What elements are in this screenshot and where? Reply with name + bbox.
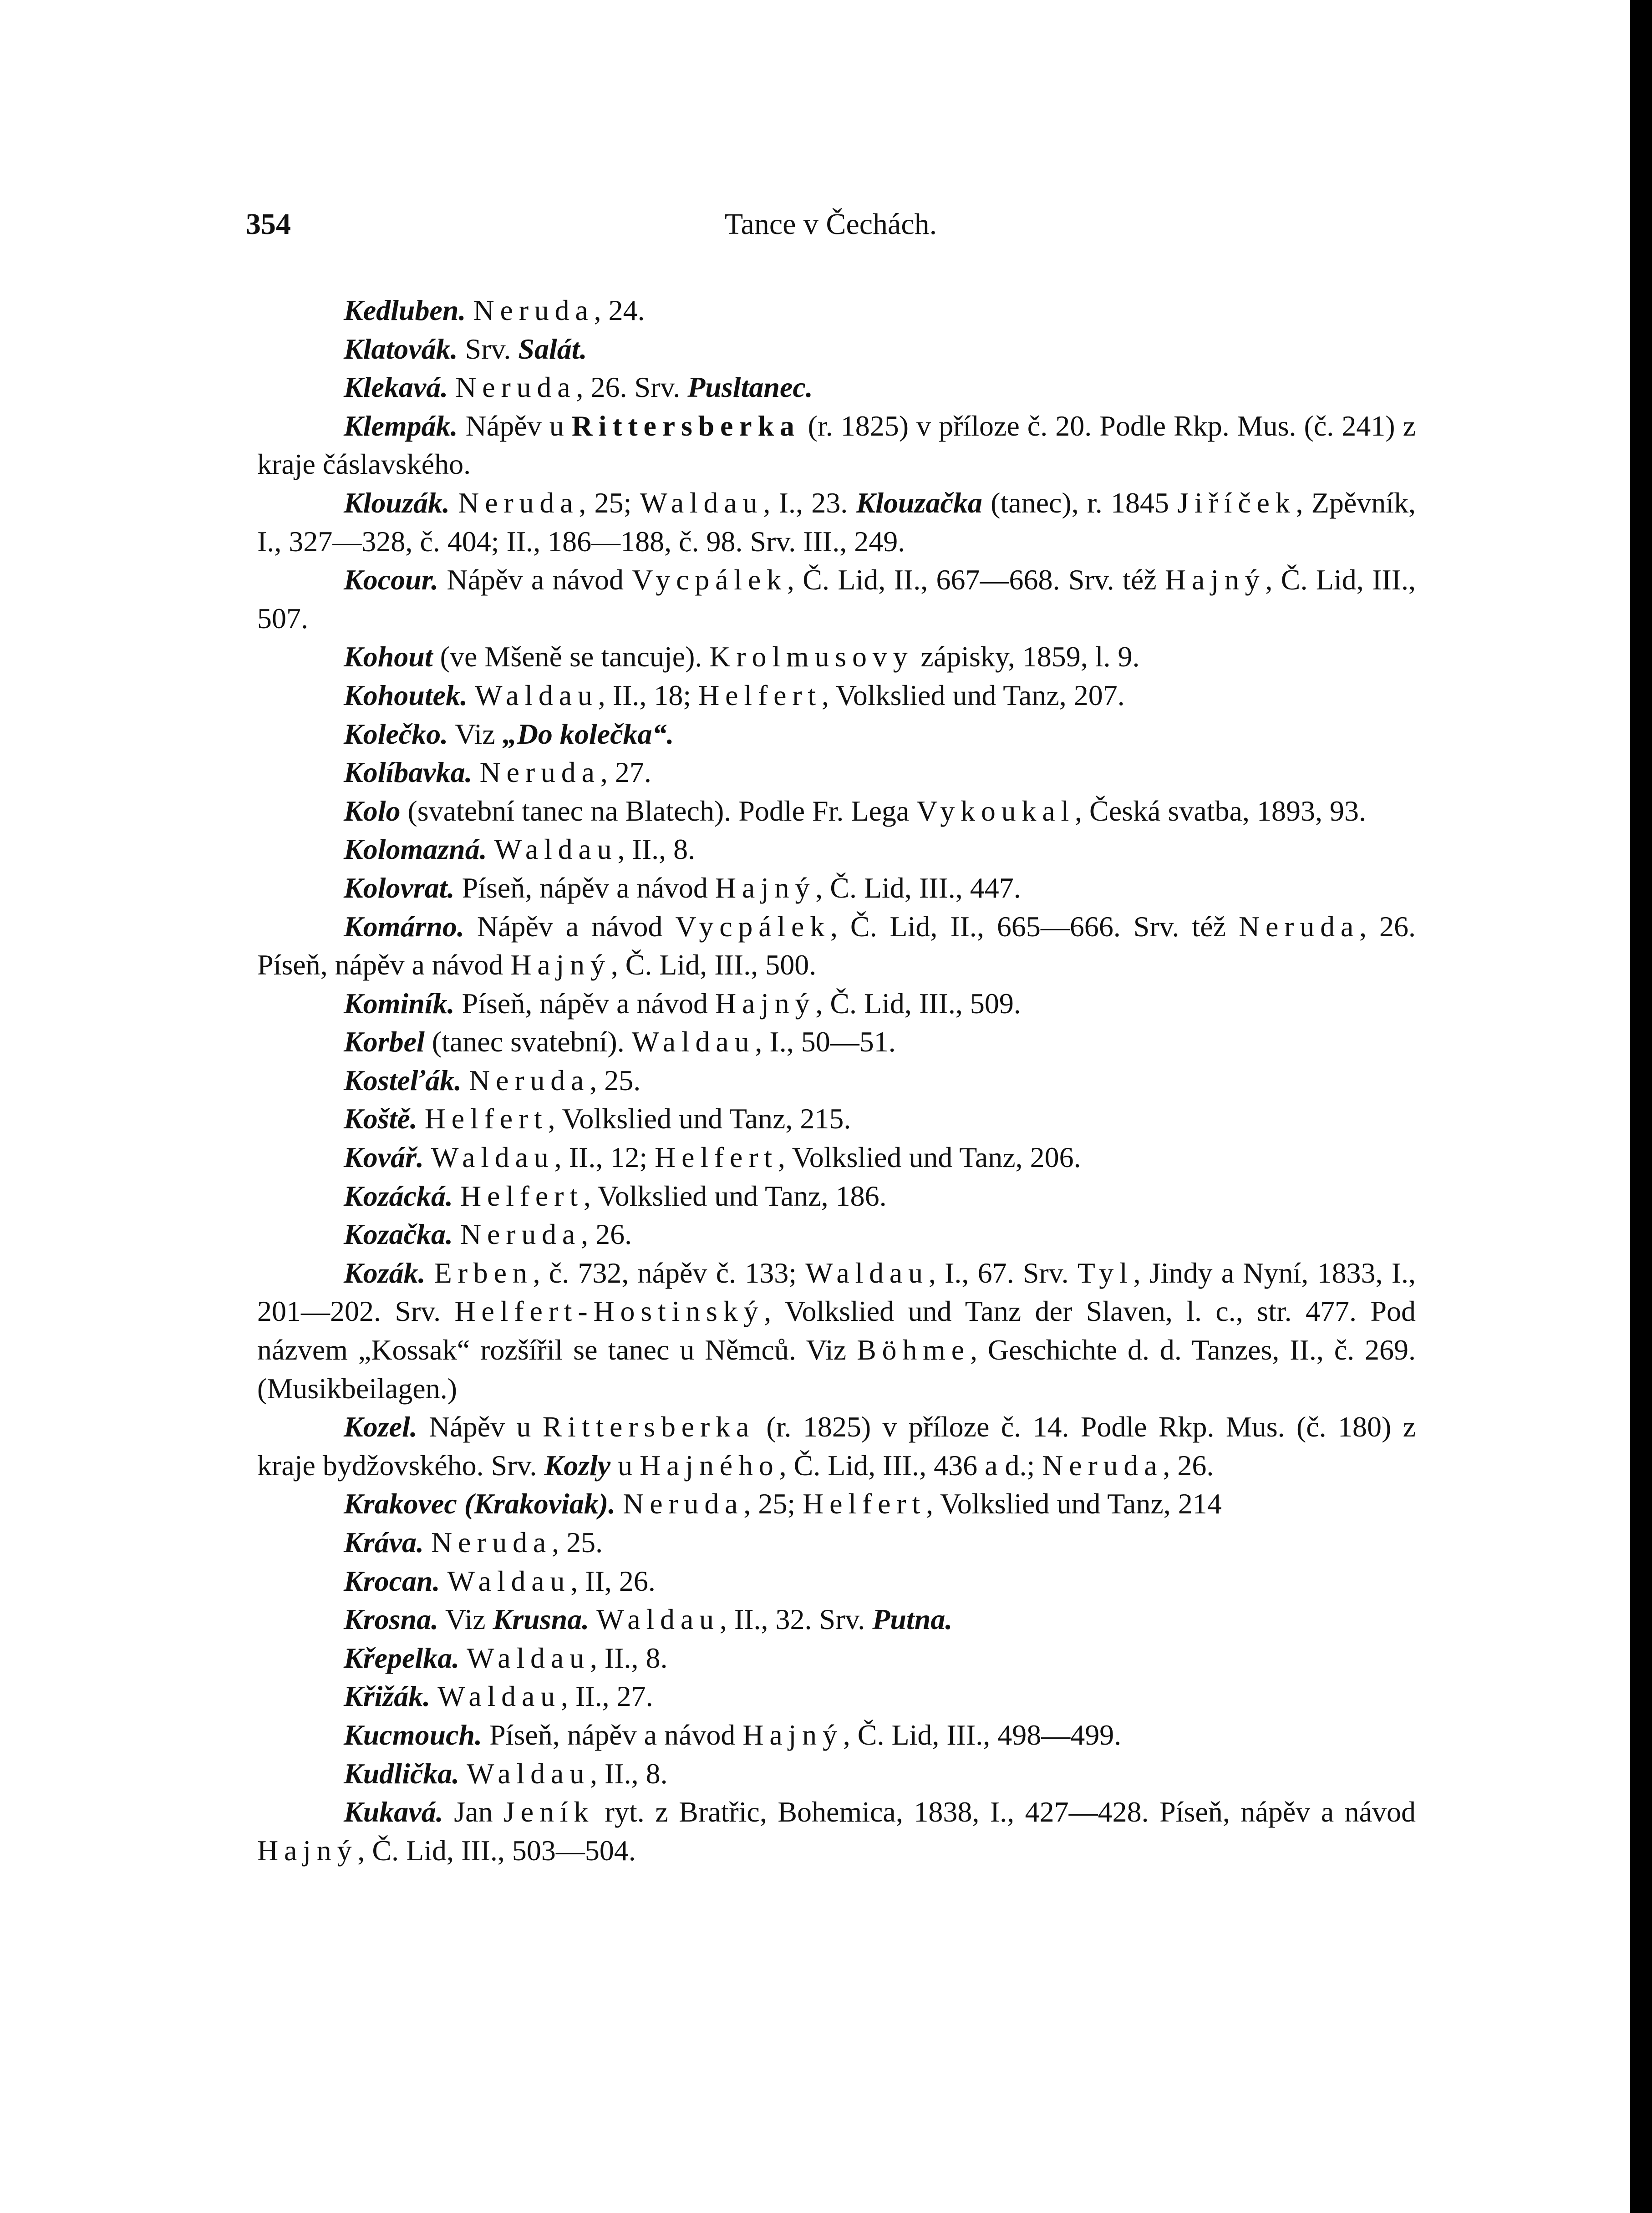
entry-headword: Křepelka. — [344, 1641, 460, 1674]
entry-text: , 27. — [600, 756, 651, 789]
entry-headword: Kudlička. — [344, 1757, 460, 1790]
entry — [257, 1138, 1416, 1177]
entry — [257, 1100, 1416, 1138]
author-name: Vycpálek — [632, 563, 787, 596]
entry-text: , Č. Lid, III., 447. — [815, 871, 1021, 904]
entry-text — [459, 1757, 467, 1790]
author-name: Hajný — [742, 1718, 843, 1751]
author-name: Neruda — [460, 1218, 581, 1251]
entry-text: Píseň, nápěv a návod — [454, 987, 715, 1020]
entry-text: , Zpěvník, I., 327—328, č. 404; II., 186—188, č. 98. Srv. III., 249. — [257, 486, 1416, 558]
author-name: Neruda — [455, 371, 576, 404]
entry — [257, 1600, 1416, 1639]
entry-text: Nápěv a návod — [438, 563, 632, 596]
cross-reference: Salát. — [518, 332, 587, 365]
entry-text: , 25. — [590, 1064, 641, 1096]
author-name: Waldau — [805, 1256, 929, 1289]
author-name: Hajný — [715, 871, 816, 904]
author-name: Waldau — [640, 486, 763, 519]
entry-text: , Volkslied und Tanz, 207. — [821, 679, 1125, 711]
author-name: Hajného — [640, 1449, 779, 1482]
entry-text: , Č. Lid, III., 507. — [257, 563, 1416, 634]
entry-text: Píseň, nápěv a návod — [482, 1718, 743, 1751]
entry-text: (tanec svatební). — [424, 1025, 632, 1058]
author-name: Neruda — [431, 1526, 552, 1558]
entry-text — [430, 1680, 437, 1712]
entry-headword: Kukavá. — [344, 1796, 443, 1828]
entry-text — [459, 1642, 467, 1674]
entry-headword: Kolomazná. — [344, 833, 487, 866]
author-name: Krolmusovy — [709, 640, 914, 673]
entry — [257, 291, 1416, 330]
author-name: Helfert — [655, 1141, 778, 1174]
entry-text: , 25; — [743, 1487, 803, 1520]
entry-text: , Č. Lid, III., 498—499. — [843, 1718, 1122, 1751]
cross-reference: Putna. — [872, 1603, 953, 1636]
page-edge-border — [1630, 0, 1652, 2213]
entry-text: Viz — [438, 1603, 493, 1636]
entry — [257, 1562, 1416, 1601]
author-name: Vycpálek — [675, 910, 830, 943]
entry-text: , II, 26. — [570, 1564, 656, 1597]
entry-headword: Komárno. — [344, 910, 464, 943]
author-name: Helfert — [424, 1102, 548, 1135]
entry — [257, 792, 1416, 831]
entry-headword: Koště. — [344, 1102, 417, 1135]
entry — [257, 908, 1416, 985]
entry — [257, 638, 1416, 676]
entry-headword: Kohout — [344, 640, 433, 673]
entry-text — [468, 679, 475, 711]
entry-text: Nápěv u — [457, 409, 572, 442]
entry-text: , Volkslied und Tanz, 186. — [583, 1179, 887, 1212]
entry-headword: Kolovrat. — [344, 871, 455, 904]
author-name: Waldau — [467, 1757, 590, 1790]
entry-text: (r. 1825) v příloze č. 20. Podle Rkp. Mus. (č. 241) z kraje čáslavského. — [257, 409, 1416, 481]
entry-text: , Č. Lid, III., 509. — [815, 987, 1021, 1020]
cross-reference: „Do kolečka“. — [502, 717, 674, 750]
author-name: Neruda — [469, 1064, 590, 1096]
author-name: Erben — [434, 1256, 533, 1289]
entry-text — [589, 1603, 596, 1635]
entry — [257, 1677, 1416, 1716]
entry-headword: Kovář. — [344, 1141, 424, 1174]
entry-text — [426, 1257, 434, 1289]
entry-headword: Krakovec (Krakoviak). — [344, 1487, 616, 1520]
author-name: Jiříček — [1177, 486, 1296, 519]
entry-text — [450, 487, 458, 519]
author-name: Waldau — [596, 1603, 720, 1636]
entry-headword: Kolo — [344, 794, 401, 827]
entry-text: , Volkslied und Tanz der Slaven, l. c., str. 477. Pod názvem „Kossak“ rozšířil se tanec u Němců. Viz — [257, 1295, 1416, 1366]
entry-headword: Kosteľák. — [344, 1064, 462, 1096]
entry-text: , 25; — [579, 486, 640, 519]
entry — [257, 1755, 1416, 1793]
author-name: Rittersberka — [542, 1411, 755, 1443]
entry-text: , Geschichte d. d. Tanzes, II., č. 269. (Musikbeilagen.) — [257, 1334, 1416, 1405]
entry-text: , Česká svatba, 1893, 93. — [1075, 794, 1366, 827]
entry-headword: Kozel. — [344, 1411, 417, 1443]
entry-headword: Kráva. — [344, 1526, 424, 1558]
page-number: 354 — [246, 208, 291, 241]
entry-text: Píseň, nápěv a návod — [454, 871, 715, 904]
entry-text: , Jindy a Nyní, 1833, I., 201—202. Srv. — [257, 1256, 1416, 1328]
entry-text — [453, 1180, 460, 1212]
dictionary-entries — [257, 291, 1416, 1870]
entry-headword: Kozačka. — [344, 1218, 453, 1251]
entry-text: ryt. z Bratřic, Bohemica, 1838, I., 427—428. Píseň, nápěv a návod — [594, 1796, 1416, 1828]
author-name: Neruda — [473, 294, 594, 326]
entry-text — [615, 1487, 623, 1520]
author-name: Waldau — [467, 1641, 590, 1674]
entry-text: , 26. — [581, 1218, 632, 1251]
entry-text: , II., 27. — [560, 1680, 653, 1713]
cross-reference: Krusna. — [493, 1603, 590, 1636]
entry-text: , II., 12; — [554, 1141, 655, 1174]
entry-text: , 24. — [594, 294, 645, 326]
entry-text: Nápěv u — [417, 1411, 543, 1443]
entry-text: , I., 67. Srv. — [928, 1256, 1078, 1289]
page-header — [246, 207, 1416, 257]
entry-headword: Klatovák. — [344, 332, 458, 365]
entry — [257, 1639, 1416, 1678]
running-title: Tance v Čechách. — [724, 208, 937, 241]
entry — [257, 1177, 1416, 1216]
entry — [257, 753, 1416, 792]
entry-headword: Kozácká. — [344, 1179, 453, 1212]
author-name: Hajný — [510, 949, 611, 981]
cross-reference: Kozly — [544, 1449, 611, 1482]
entry-text: , Č. Lid, III., 500. — [610, 949, 817, 981]
entry-headword: Klouzák. — [344, 486, 450, 519]
entry — [257, 484, 1416, 561]
entry — [257, 985, 1416, 1023]
author-name: Waldau — [631, 1025, 755, 1058]
entry-text: u — [610, 1449, 640, 1482]
entry-text: Srv. — [457, 332, 518, 365]
entry-text: , II., 8. — [617, 833, 696, 866]
entry-text: , Č. Lid, II., 667—668. Srv. též — [787, 563, 1165, 596]
entry-text — [473, 756, 480, 788]
entry-text: , č. 732, nápěv č. 133; — [533, 1256, 806, 1289]
entry-text: , II., 18; — [598, 679, 699, 711]
author-name: Helfert-Hostinský — [454, 1295, 764, 1328]
entry-text — [466, 294, 473, 326]
entry — [257, 715, 1416, 754]
entry-headword: Kucmouch. — [344, 1718, 483, 1751]
entry — [257, 676, 1416, 715]
entry-headword: Korbel — [344, 1025, 425, 1058]
entry-text — [448, 371, 455, 403]
entry-text: , Č. Lid, III., 436 a d.; — [779, 1449, 1042, 1482]
entry-text: , 26. Srv. — [576, 371, 688, 404]
author-name: Helfert — [698, 679, 822, 711]
author-name: Waldau — [494, 833, 618, 866]
author-name: Hajný — [257, 1834, 358, 1867]
entry-text — [462, 1064, 469, 1096]
entry-headword: Kozák. — [344, 1256, 426, 1289]
entry-headword: Krocan. — [344, 1564, 440, 1597]
entry-text: , 26. Píseň, nápěv a návod — [257, 910, 1416, 981]
author-name: Böhme — [857, 1334, 970, 1366]
entry-headword: Kominík. — [344, 987, 455, 1020]
entry-text: , II., 8. — [590, 1757, 668, 1790]
author-name: Waldau — [447, 1564, 571, 1597]
entry-headword: Kedluben. — [344, 294, 466, 326]
entry — [257, 1523, 1416, 1562]
entry-text: , II., 32. Srv. — [719, 1603, 873, 1636]
entry-text: (ve Mšeně se tancuje). — [432, 640, 710, 673]
author-name: Neruda — [1238, 910, 1360, 943]
author-name: Neruda — [623, 1487, 744, 1520]
entry-text: , Volkslied und Tanz, 206. — [778, 1141, 1081, 1174]
entry — [257, 869, 1416, 908]
author-name: Neruda — [479, 756, 600, 789]
entry-text: Nápěv a návod — [464, 910, 676, 943]
entry-text: , Č. Lid, II., 665—666. Srv. též — [830, 910, 1239, 943]
entry-headword: Kocour. — [344, 563, 439, 596]
author-name: Waldau — [437, 1680, 561, 1713]
author-name: Waldau — [475, 679, 598, 711]
author-name: Hajný — [1165, 563, 1266, 596]
author-name: Vykoukal — [916, 794, 1075, 827]
entry-text: zápisky, 1859, l. 9. — [913, 640, 1140, 673]
entry-text: , 26. — [1163, 1449, 1214, 1482]
entry-headword: Klempák. — [344, 409, 458, 442]
entry-headword: Krosna. — [344, 1603, 439, 1636]
entry-text: , I., 50—51. — [755, 1025, 896, 1058]
author-name: Neruda — [458, 486, 579, 519]
author-name: Tyl — [1077, 1256, 1134, 1289]
entry-text: , Č. Lid, III., 503—504. — [357, 1834, 636, 1867]
entry — [257, 1023, 1416, 1061]
author-name: Hajný — [715, 987, 816, 1020]
entry-text — [487, 833, 494, 865]
entry — [257, 1408, 1416, 1485]
entry-text: (svatební tanec na Blatech). Podle Fr. Lega — [400, 794, 917, 827]
entry — [257, 830, 1416, 869]
cross-reference: Klouzačka — [856, 486, 982, 519]
entry — [257, 561, 1416, 638]
entry — [257, 1793, 1416, 1870]
entry — [257, 368, 1416, 407]
entry — [257, 407, 1416, 484]
entry — [257, 330, 1416, 369]
cross-reference: Pusltanec. — [687, 371, 813, 404]
entry-text: , Volkslied und Tanz, 214 — [925, 1487, 1222, 1520]
entry-text: (r. 1825) v příloze č. 14. Podle Rkp. Mus. (č. 180) z kraje bydžovského. Srv. — [257, 1411, 1416, 1482]
entry-headword: Kolíbavka. — [344, 756, 473, 789]
entry-text — [453, 1218, 460, 1250]
entry-text — [424, 1526, 431, 1558]
entry-text: , II., 8. — [590, 1641, 668, 1674]
entry — [257, 1215, 1416, 1254]
entry — [257, 1716, 1416, 1755]
entry-headword: Křižák. — [344, 1680, 431, 1713]
entry-headword: Kolečko. — [344, 717, 448, 750]
entry-text: (tanec), r. 1845 — [982, 486, 1178, 519]
entry-text — [424, 1141, 431, 1173]
author-name: Rittersberka — [571, 409, 800, 442]
entry-text — [417, 1102, 425, 1135]
author-name: Waldau — [431, 1141, 554, 1174]
entry-text: , 25. — [552, 1526, 603, 1558]
author-name: Helfert — [460, 1179, 584, 1212]
entry-headword: Klekavá. — [344, 371, 448, 404]
entry-text: , Volkslied und Tanz, 215. — [548, 1102, 851, 1135]
entry-text: , I., 23. — [763, 486, 856, 519]
entry — [257, 1061, 1416, 1100]
entry — [257, 1485, 1416, 1523]
entry-headword: Kohoutek. — [344, 679, 468, 711]
entry-text: Jan — [443, 1796, 504, 1828]
author-name: Helfert — [803, 1487, 926, 1520]
entry — [257, 1254, 1416, 1408]
entry-text: Viz — [448, 717, 503, 750]
entry-text — [440, 1565, 447, 1597]
author-name: Neruda — [1042, 1449, 1163, 1482]
author-name: Jeník — [503, 1796, 595, 1828]
